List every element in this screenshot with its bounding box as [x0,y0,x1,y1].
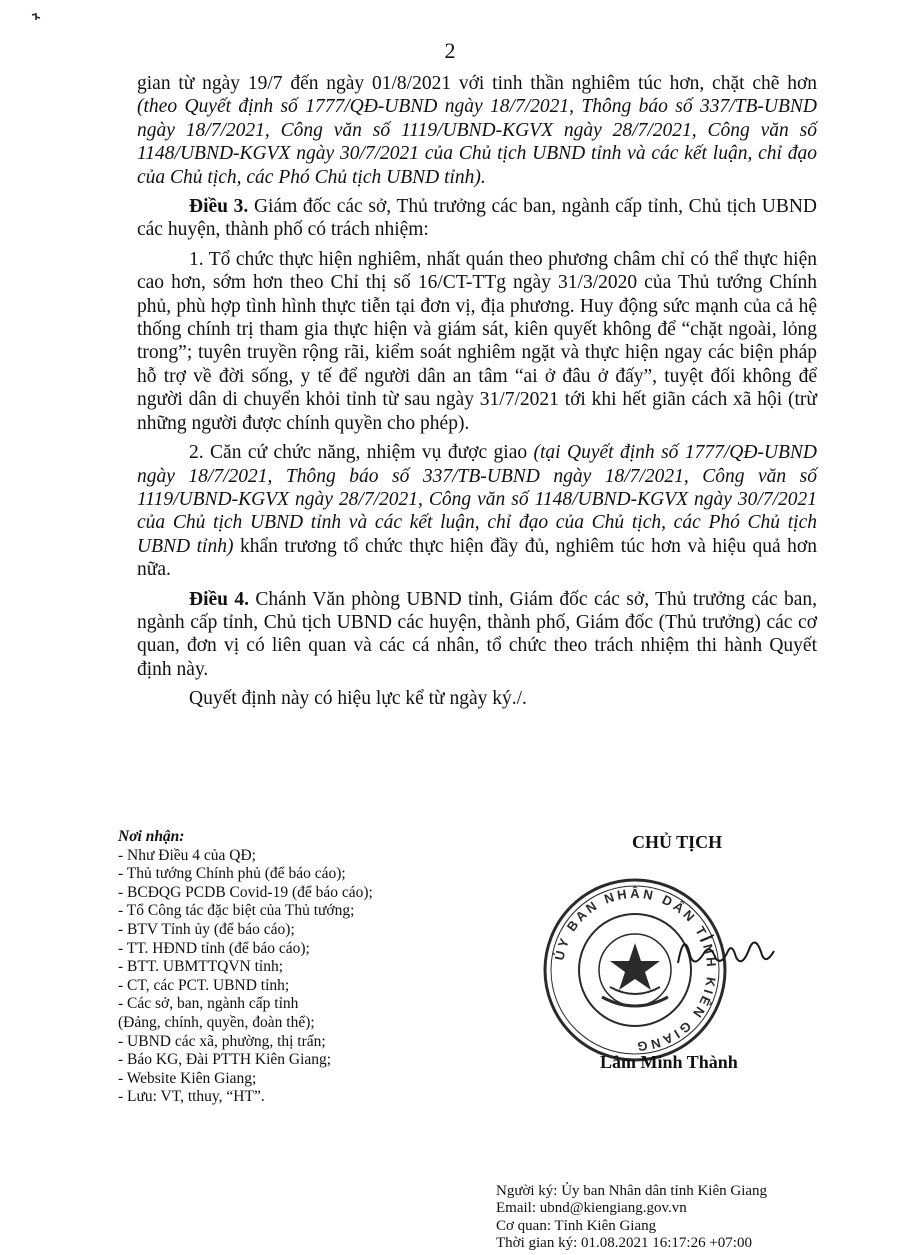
paragraph-continuation [137,72,817,189]
corner-scan-mark [30,12,44,26]
article-3-label: Điều 3. [189,196,249,218]
document-body [137,72,817,711]
chairman-title: CHỦ TỊCH [632,832,723,852]
recipients-title: Nơi nhận: [118,828,185,845]
recipient-item: - BTV Tỉnh ủy (để báo cáo); [118,920,295,938]
recipient-item: - Các sở, ban, ngành cấp tỉnh [118,995,299,1013]
effective-clause [137,687,817,710]
article-3-item-2-reference: (tại Quyết định số 1777/QĐ-UBND ngày 18/7/2021, Thông báo số 337/TB-UBND ngày 18/7/2021, Công văn số 1119/UBND-KGVX ngày 28/7/2021, Công văn số 1148/UBND-KGVX ngày 30/7/2021 của Chủ tịch UBND tỉnh và các kết luận, chỉ đạo của Chủ tịch, các Phó Chủ tịch UBND tỉnh) [137,442,817,557]
recipient-item: - Tổ Công tác đặc biệt của Thủ tướng; [118,902,355,920]
paragraph-continuation-text: gian từ ngày 19/7 đến ngày 01/8/2021 với tinh thần nghiêm túc hơn, chặt chẽ hơn [137,73,817,94]
recipient-item: - BTT. UBMTTQVN tỉnh; [118,958,284,976]
recipient-item: - Website Kiên Giang; [118,1069,257,1087]
recipient-item: - TT. HĐND tỉnh (để báo cáo); [118,939,310,957]
article-3-item-1 [137,248,817,435]
recipients-block [118,828,373,1107]
article-4-text: Chánh Văn phòng UBND tỉnh, Giám đốc các sở, Thủ trưởng các ban, ngành cấp tỉnh, Chủ tịch UBND các huyện, thành phố, Giám đốc (Thủ trưởng) các cơ quan, đơn vị có liên quan và các cá nhân, tổ chức theo trách nhiệm thi hành Quyết định này. [137,588,818,680]
recipient-item: - Như Điều 4 của QĐ; [118,846,256,864]
seal-text: ỦY BAN NHÂN DÂN TỈNH KIÊN GIANG [551,885,720,1055]
recipient-item: - CT, các PCT. UBND tỉnh; [118,976,290,994]
recipient-item: (Đảng, chính, quyền, đoàn thể); [118,1013,315,1031]
article-3-item-1-text: 1. Tổ chức thực hiện nghiêm, nhất quán theo phương châm chỉ có thể thực hiện cao hơn, sớm hơn theo Chỉ thị số 16/CT-TTg ngày 31/3/2020 của Thủ tướng Chính phủ, phù hợp tình hình thực tiễn tại đơn vị, địa phương. Huy động sức mạnh của cả hệ thống chính trị tham gia thực hiện và giám sát, kiên quyết không để “chặt ngoài, lỏng trong”; tuyên truyền rộng rãi, kiểm soát nghiêm ngặt và thực hiện ngay các biện pháp hỗ trợ về đời sống, y tế để người dân an tâm “ai ở đâu ở đấy”, tuyệt đối không để người dân di chuyển khỏi tỉnh từ sau ngày 31/7/2021 tới khi hết giãn cách xã hội (trừ những người được chính quyền cho phép). [137,248,817,434]
effective-clause-text: Quyết định này có hiệu lực kể từ ngày ký./. [189,688,527,710]
digital-signature-agency: Cơ quan: Tỉnh Kiên Giang [496,1217,657,1234]
article-3-text: Giám đốc các sở, Thủ trưởng các ban, ngành cấp tỉnh, Chủ tịch UBND các huyện, thành phố có trách nhiệm: [137,196,818,241]
article-4-label: Điều 4. [189,588,250,610]
digital-signature-signer: Người ký: Ủy ban Nhân dân tỉnh Kiên Giang [496,1183,768,1199]
recipient-item: - Thủ tướng Chính phủ (để báo cáo); [118,865,346,883]
recipient-item: - Lưu: VT, tthuy, “HT”. [118,1088,265,1106]
recipient-item: - UBND các xã, phường, thị trấn; [118,1032,326,1050]
recipient-item: - BCĐQG PCDB Covid-19 (để báo cáo); [118,883,373,901]
digital-signature-block [496,1183,767,1253]
article-3 [137,195,817,242]
handwritten-signature-icon [670,925,780,975]
article-4 [137,588,817,682]
page-number: 2 [444,38,456,63]
signer-name: Lâm Minh Thành [600,1052,738,1072]
article-3-item-2-text: 2. Căn cứ chức năng, nhiệm vụ được giao [189,442,534,464]
article-3-item-2-text-end: khẩn trương tổ chức thực hiện đầy đủ, nghiêm túc hơn và hiệu quả hơn nữa. [137,535,817,581]
article-3-item-2 [137,441,817,581]
paragraph-continuation-reference: (theo Quyết định số 1777/QĐ-UBND ngày 18/7/2021, Thông báo số 337/TB-UBND ngày 18/7/2021, Công văn số 1119/UBND-KGVX ngày 28/7/2021, Công văn số 1148/UBND-KGVX ngày 30/7/2021 của Chủ tịch UBND tỉnh và các kết luận, chỉ đạo của Chủ tịch, các Phó Chủ tịch UBND tỉnh). [137,96,817,188]
recipient-item: - Báo KG, Đài PTTH Kiên Giang; [118,1051,332,1069]
digital-signature-email: Email: ubnd@kiengiang.gov.vn [496,1200,687,1217]
recipients-list [118,847,373,1107]
digital-signature-time: Thời gian ký: 01.08.2021 16:17:26 +07:00 [496,1235,752,1252]
